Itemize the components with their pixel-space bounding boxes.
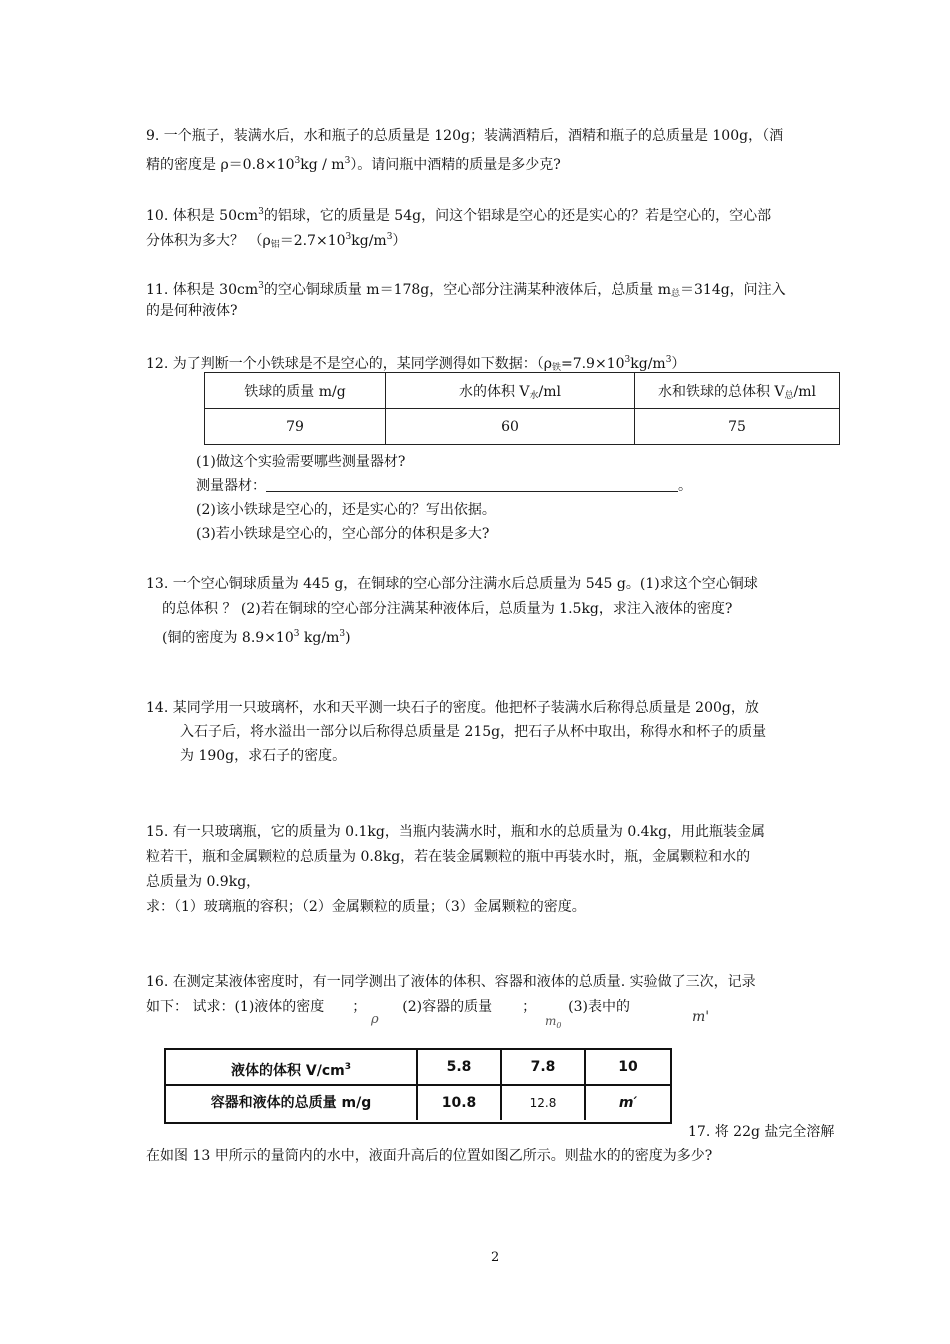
- q10-line-2: 分体积为多大？ $(\rho_铝=2.7\times 10^3kg/m^3)$: [146, 232, 407, 250]
- q15-line-3: 总质量为 0.9kg，: [146, 874, 261, 890]
- q12-answer-line: 测量器材： 。: [196, 478, 692, 494]
- q15-line-1: 15. 有一只玻璃瓶，它的质量为 0.1kg，当瓶内装满水时，瓶和水的总质量为 0.4kg，用此瓶装金属: [146, 824, 766, 840]
- table-cell: 12.8: [502, 1086, 586, 1120]
- q17-line-1: 17. 将 22g 盐完全溶解: [688, 1124, 835, 1140]
- q15-line-2: 粒若干，瓶和金属颗粒的总质量为 0.8kg，若在装金属颗粒的瓶中再装水时，瓶，金属颗粒和水的: [146, 849, 751, 865]
- q13-line-3: (铜的密度为 $8.9\times 10^3$ $kg/m^3$): [162, 629, 351, 646]
- q11-line-2: 的是何种液体?: [146, 303, 238, 319]
- m-prime-symbol: m': [692, 1009, 710, 1025]
- q15-line-4: 求：（1）玻璃瓶的容积；（2）金属颗粒的质量；（3）金属颗粒的密度。: [146, 899, 586, 915]
- q13-line-1: 13. 一个空心铜球质量为 445 g，在铜球的空心部分注满水后总质量为 545 g。(1)求这个空心铜球: [146, 576, 758, 592]
- q12-sub-1: (1)做这个实验需要哪些测量器材?: [196, 454, 406, 470]
- table-cell: 10: [618, 1059, 638, 1075]
- table-cell: 75: [635, 409, 840, 445]
- q14-line-1: 14. 某同学用一只玻璃杯，水和天平测一块石子的密度。他把杯子装满水后称得总质量是 200g，放: [146, 700, 759, 716]
- table-header-row: [205, 373, 840, 409]
- table-row-label: 液体的体积 $V/cm^3$: [166, 1050, 418, 1084]
- table-cell: 79: [205, 409, 386, 445]
- q14-line-2: 入石子后，将水溢出一部分以后称得总质量是 215g，把石子从杯中取出，称得水和杯子的质量: [180, 724, 767, 740]
- q14-line-3: 为 190g，求石子的密度。: [180, 748, 347, 764]
- q16-line-1: 16. 在测定某液体密度时，有一同学测出了液体的体积、容器和液体的总质量. 实验做了三次，记录: [146, 974, 756, 990]
- table-cell: 60: [386, 409, 635, 445]
- table-cell: 10.8: [418, 1086, 502, 1120]
- rho-symbol: ρ: [371, 1012, 379, 1027]
- table-cell: 5.8: [418, 1050, 502, 1084]
- q9-line-2: 精的密度是 $\rho=0.8\times 10^3kg / m^3$）。请问瓶中酒精的质量是多少克?: [146, 156, 561, 173]
- table-row: [166, 1086, 670, 1120]
- q12-data-table: [204, 372, 840, 445]
- q13-line-2: 的总体积 ？ (2)若在铜球的空心部分注满某种液体后，总质量为 1.5kg，求注入液体的密度?: [162, 601, 733, 617]
- q16-data-table: [164, 1048, 672, 1124]
- q17-line-2: 在如图 13 甲所示的量筒内的水中，液面升高后的位置如图乙所示。则盐水的的密度为多少?: [146, 1148, 713, 1164]
- page-number: 2: [491, 1250, 500, 1265]
- q12-sub-3: (3)若小铁球是空心的，空心部分的体积是多大?: [196, 526, 490, 542]
- table-row: [205, 409, 840, 445]
- q12-sub-2: (2)该小铁球是空心的，还是实心的？写出依据。: [196, 502, 496, 518]
- q11-line-1: 11. 体积是 $30cm^3$的空心铜球质量 m＝178g，空心部分注满某种液体后，总质量 $m_总=314g$，问注入: [146, 281, 786, 299]
- answer-blank[interactable]: [266, 477, 678, 492]
- table-row-label: 容器和液体的总质量 m/g: [166, 1086, 418, 1120]
- table-cell: 7.8: [502, 1050, 586, 1084]
- table-row: [166, 1050, 670, 1086]
- q10-line-1: 10. 体积是 $50cm^3$的铝球，它的质量是 54g，问这个铝球是空心的还是实心的？若是空心的，空心部: [146, 207, 772, 224]
- q16-line-2: 如下： 试求：(1)液体的密度 ； (2)容器的质量 ； (3)表中的: [146, 999, 630, 1015]
- q9-line-1: 9. 一个瓶子，装满水后，水和瓶子的总质量是 120g；装满酒精后，酒精和瓶子的总质量是 100g，（酒: [146, 128, 784, 144]
- table-cell: m′: [618, 1095, 638, 1111]
- table-header-cell: 水和铁球的总体积 $V_总/ml$: [635, 373, 840, 409]
- m0-symbol: $m_0$: [545, 1014, 562, 1030]
- q12-intro: 12. 为了判断一个小铁球是不是空心的，某同学测得如下数据：$(\rho_铁=7.9\times 10^3kg/m^3)$: [146, 355, 686, 373]
- table-header-cell: 水的体积 $V_水/ml$: [386, 373, 635, 409]
- table-header-cell: 铁球的质量 m/g: [205, 373, 386, 409]
